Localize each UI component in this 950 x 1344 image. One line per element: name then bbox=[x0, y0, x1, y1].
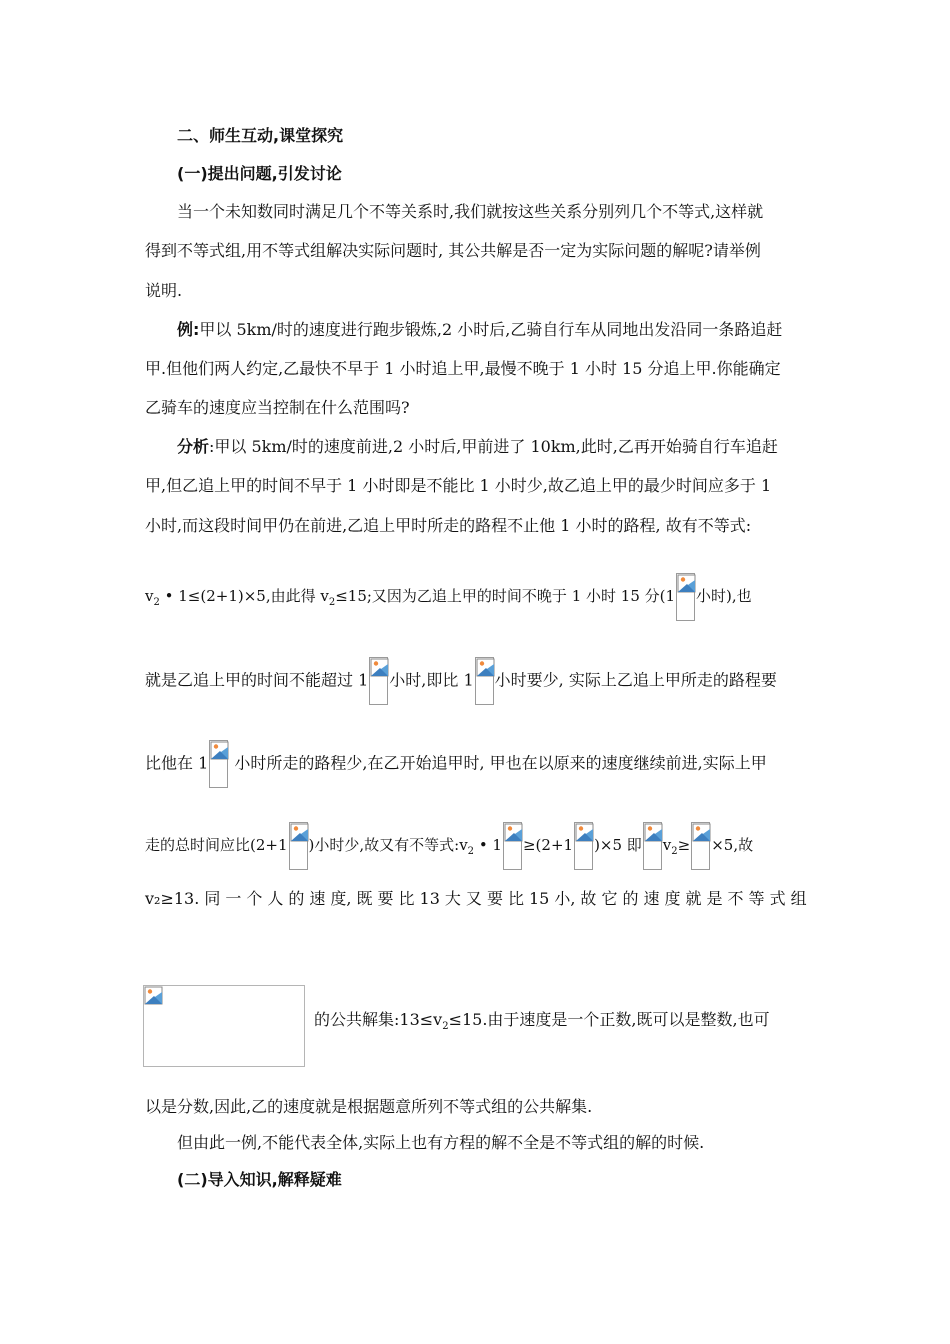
word-token: 比 bbox=[507, 889, 524, 908]
word-token: 度 bbox=[664, 889, 681, 908]
word-token: 它 bbox=[601, 889, 618, 908]
word-token: 小, bbox=[554, 889, 576, 908]
subscript: 2 bbox=[442, 1021, 449, 1032]
word-token: 等 bbox=[748, 889, 765, 908]
image-icon bbox=[210, 741, 229, 760]
text: v bbox=[145, 587, 154, 605]
analysis-line-2: 甲,但乙追上甲的时间不早于 1 小时即是不能比 1 小时少,故乙追上甲的最少时间应多于 1 bbox=[145, 476, 772, 495]
text: 小时),也 bbox=[696, 587, 752, 605]
subscript: 2 bbox=[671, 846, 678, 857]
image-icon bbox=[692, 823, 711, 842]
text: )小时少,故又有不等式:v bbox=[308, 836, 468, 854]
image-icon bbox=[144, 986, 163, 1005]
text: )×5 即 bbox=[594, 836, 642, 854]
word-token: 速 bbox=[643, 889, 660, 908]
image-icon bbox=[504, 823, 523, 842]
text: ≤15;又因为乙追上甲的时间不晚于 1 小时 15 分(1 bbox=[335, 587, 676, 605]
subsection-heading-1: (一)提出问题,引发讨论 bbox=[177, 164, 342, 183]
word-token: 同 bbox=[204, 889, 221, 908]
word-token: 就 bbox=[685, 889, 702, 908]
example-line-3: 乙骑车的速度应当控制在什么范围吗? bbox=[145, 398, 410, 417]
image-icon bbox=[290, 823, 309, 842]
text: ≤15.由于速度是一个正数,既可以是整数,也可 bbox=[448, 1010, 770, 1029]
word-token: 是 bbox=[706, 889, 723, 908]
subsection-heading-2: (二)导入知识,解释疑难 bbox=[177, 1170, 342, 1189]
example-line-2: 甲.但他们两人约定,乙最快不早于 1 小时追上甲,最慢不晚于 1 小时 15 分追上甲.你能确定 bbox=[145, 359, 781, 378]
example-text: 甲以 5km/时的速度进行跑步锻炼,2 小时后,乙骑自行车从同地出发沿同一条路追赶 bbox=[199, 320, 783, 339]
intro-line-1: 当一个未知数同时满足几个不等关系时,我们就按这些关系分别列几个不等式,这样就 bbox=[177, 202, 764, 221]
word-token: 一 bbox=[225, 889, 242, 908]
analysis-text: :甲以 5km/时的速度前进,2 小时后,甲前进了 10km,此时,乙再开始骑自行车追赶 bbox=[209, 437, 778, 456]
text: v bbox=[662, 836, 672, 854]
text: 小时所走的路程少,在乙开始追甲时, 甲也在以原来的速度继续前进,实际上甲 bbox=[229, 753, 767, 773]
analysis-line-1 bbox=[177, 437, 778, 457]
fraction-image-placeholder bbox=[369, 657, 388, 705]
word-token: 度, bbox=[330, 889, 352, 908]
text: 小时,即比 1 bbox=[389, 670, 474, 690]
word-token: 既 bbox=[356, 889, 373, 908]
image-icon bbox=[644, 823, 663, 842]
section-heading: 二、师生互动,课堂探究 bbox=[177, 126, 344, 145]
word-token: 速 bbox=[309, 889, 326, 908]
analysis-label: 分析 bbox=[177, 437, 210, 456]
text: 就是乙追上甲的时间不能超过 1 bbox=[145, 670, 369, 690]
fraction-image-placeholder bbox=[643, 822, 662, 870]
conclusion-line: 但由此一例,不能代表全体,实际上也有方程的解不全是不等式组的解的时候. bbox=[177, 1133, 705, 1152]
analysis-line-9 bbox=[314, 1010, 770, 1033]
fraction-image-placeholder bbox=[676, 573, 695, 621]
example-line-1 bbox=[177, 320, 782, 340]
word-token: 又 bbox=[465, 889, 482, 908]
fraction-image-placeholder bbox=[209, 740, 228, 788]
text: • 1≤(2+1)×5,由此得 v bbox=[159, 587, 329, 605]
fraction-image-placeholder bbox=[691, 822, 710, 870]
word-token: 要 bbox=[377, 889, 394, 908]
word-token: 式 bbox=[769, 889, 786, 908]
image-icon bbox=[575, 823, 594, 842]
image-icon bbox=[476, 658, 495, 677]
text: 比他在 1 bbox=[145, 753, 209, 773]
word-token: 15 bbox=[528, 889, 550, 908]
text: 的公共解集:13≤v bbox=[314, 1010, 443, 1029]
text: 走的总时间应比(2+1 bbox=[145, 836, 288, 854]
text: • 1 bbox=[474, 836, 502, 854]
word-token: 组 bbox=[790, 889, 807, 908]
fraction-image-placeholder bbox=[475, 657, 494, 705]
word-token: 个 bbox=[246, 889, 263, 908]
text: ×5,故 bbox=[711, 836, 754, 854]
intro-line-3: 说明. bbox=[145, 281, 183, 300]
image-icon bbox=[677, 574, 696, 593]
example-label: 例: bbox=[177, 320, 200, 339]
word-token: 不 bbox=[727, 889, 744, 908]
word-token: v₂≥13. bbox=[145, 889, 200, 908]
word-token: 要 bbox=[486, 889, 503, 908]
analysis-line-5 bbox=[145, 657, 777, 705]
text: ≥ bbox=[677, 836, 691, 854]
intro-line-2: 得到不等式组,用不等式组解决实际问题时, 其公共解是否一定为实际问题的解呢?请举例 bbox=[145, 241, 761, 260]
text: ≥(2+1 bbox=[522, 836, 574, 854]
analysis-line-3: 小时,而这段时间甲仍在前进,乙追上甲时所走的路程不止他 1 小时的路程, 故有不等式: bbox=[145, 516, 752, 535]
fraction-image-placeholder bbox=[289, 822, 308, 870]
word-token: 大 bbox=[444, 889, 461, 908]
word-token: 比 bbox=[398, 889, 415, 908]
word-token: 故 bbox=[580, 889, 597, 908]
analysis-line-4 bbox=[145, 573, 752, 621]
inequality-system-image-placeholder bbox=[143, 985, 305, 1067]
subscript: 2 bbox=[467, 846, 475, 857]
analysis-line-7 bbox=[145, 822, 753, 870]
image-icon bbox=[370, 658, 389, 677]
subscript: 2 bbox=[153, 597, 160, 608]
word-token: 人 bbox=[267, 889, 284, 908]
word-token: 的 bbox=[288, 889, 305, 908]
subscript: 2 bbox=[328, 597, 336, 608]
word-token: 13 bbox=[419, 889, 440, 908]
analysis-line-6 bbox=[145, 740, 767, 788]
fraction-image-placeholder bbox=[574, 822, 593, 870]
fraction-image-placeholder bbox=[503, 822, 522, 870]
word-token: 的 bbox=[622, 889, 639, 908]
analysis-line-8 bbox=[145, 889, 807, 909]
analysis-line-10: 以是分数,因此,乙的速度就是根据题意所列不等式组的公共解集. bbox=[145, 1097, 593, 1116]
text: 小时要少, 实际上乙追上甲所走的路程要 bbox=[494, 670, 777, 690]
